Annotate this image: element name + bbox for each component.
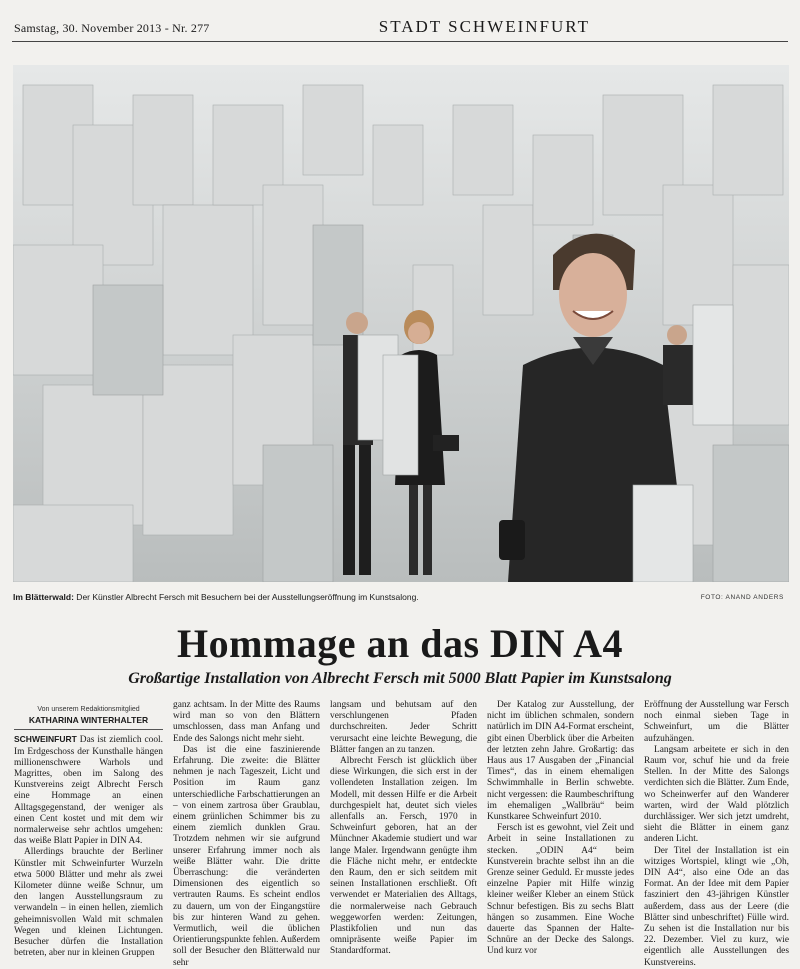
col5-para-2: Langsam arbeitete er sich in den Raum vor, schuf hie und da freie Stellen. In der Mitte des Salongs verdichten sich die Blätter. Zum Ende, wo Scheinwerfer auf den Wanderer warten, wird der Wald plötzlich durchlässiger. Wer sich jetzt umdreht, sieht die Blätter in einem ganz anderen Licht. xyxy=(644,744,789,845)
col1-para-1: Das ist ziemlich cool. Im Erdgeschoss der Kunsthalle hängen millionenschwere Warhols und Magrittes, oben im Salong des Kunstvereins zeigt Albrecht Fersch eine Hommage an einen Alltagsgegenstand, der weniger als einen Cent kostet und mit dem wir normalerweise sehr achtlos umgehen: das weiße Blatt Papier in DIN A4. xyxy=(14,735,163,847)
issue-date-line: Samstag, 30. November 2013 - Nr. 277 xyxy=(14,21,210,35)
article-photo xyxy=(13,65,789,582)
col4-para-1: Der Katalog zur Ausstellung, der nicht im üblichen schmalen, sondern natürlich im DIN A4-Format erscheint, gibt einen Überblick über die Arbeiten der letzten zehn Jahre. Großartig: das Haus aus 17 Ausgaben der „Financial Times“, das in einem ehemaligen Schwimmhalle in Berlin schwebte. nicht vergessen: die Raumbeschriftung im ehemaligen „Wallbräu“ beim Kunstkaree Schweinfurt 2010. xyxy=(487,700,634,823)
caption-text: Der Künstler Albrecht Fersch mit Besuchern bei der Ausstellungseröffnung im Kunstsalong. xyxy=(73,592,419,602)
column-5 xyxy=(644,700,789,969)
col2-para-2: Das ist die eine faszinierende Erfahrung. Die zweite: die Blätter nehmen je nach Tageszeit, Licht und Position im Raum ganz unterschiedliche Farbschattierungen an – von einem zartrosa über Graublau, einem grünlichen Schimmer bis zu einem ziemlich dunklen Grau. Trotzdem nehmen wir sie aufgrund unserer Erfahrung immer noch als weiße Blätter wahr. Die dritte Überraschung: die veränderten Dimensionen des eigentlich so vertrauten Raums. Es scheint endlos zu dauern, um von der Eingangstüre bis zur hinteren Wand zu gehen. Vermutlich, weil die üblichen Orientierungspunkte fehlen. Außerdem soll der Besucher den Blätterwald nur sehr xyxy=(173,744,320,968)
header-rule xyxy=(12,41,788,42)
col4-para-2: Fersch ist es gewohnt, viel Zeit und Arbeit in seine Installationen zu stecken. „ODIN A4“ beim Kunstverein brachte selbst ihn an die Grenze seiner Geduld. Er musste jedes einzelne Papier mit Hilfe winzig kleiner weißer Kleber an einem Stück Schnur befestigen. Bis zu sechs Blatt hängen so zusammen. Eine Woche dauerte das Spannen der Halte-Schnüre an der Decke des Salongs. Und kurz vor xyxy=(487,823,634,957)
col3-para-2: Albrecht Fersch ist glücklich über diese Wirkungen, die sich erst in der vollendeten Installation zeigen. Im Modell, mit dessen Hilfe er die Arbeit durchgespielt hat, deutet sich vieles allenfalls an. Fersch, 1970 in Schweinfurt geboren, hat an der Münchner Akademie studiert und war lange Maler. Irgendwann genügte ihm die Fläche nicht mehr, er entdeckte den Raum, den er sich seitdem mit seinen Installationen erschließt. Oft verwendet er Materialien des Alltags, die normalerweise nach Gebrauch weggeworfen werden: Zeitungen, Plastikfolien und nun das omnipräsente weiße Papier im Standardformat. xyxy=(330,756,477,957)
dateline: SCHWEINFURT xyxy=(14,734,77,745)
col2-para-1: ganz achtsam. In der Mitte des Raums wird man so von den Blättern umschlossen, dass man Anfang und Ende des Salongs nicht mehr sieht. xyxy=(173,700,320,744)
section-title: STADT SCHWEINFURT xyxy=(378,17,590,36)
byline-intro: Von unserem Redaktionsmitglied xyxy=(37,706,140,713)
col5-para-3: Der Titel der Installation ist ein witziges Wortspiel, klingt wie „Oh, DIN A4“, also eine Ode an das Format. An der Idee mit dem Papier fasziniert den 43-jährigen Künstler außerdem, dass aus der Leere (die Blätter sind unbeschriftet) Fülle wird. Zu sehen ist die Installation nur bis 22. Dezember. Viel zu kurz, wie eigentlich alle Ausstellungen des Kunstvereins. xyxy=(644,845,789,968)
column-4 xyxy=(487,700,634,958)
column-3 xyxy=(330,700,477,958)
headline: Hommage an das DIN A4 xyxy=(176,621,624,666)
byline-name: KATHARINA WINTERHALTER xyxy=(14,715,163,730)
photo-credit: FOTO: ANAND ANDERS xyxy=(700,594,784,601)
col3-para-1: langsam und behutsam auf den verschlungenen Pfaden durchschreiten. Jeder Schritt verursacht eine leichte Bewegung, die Blätter fangen an zu tanzen. xyxy=(330,700,477,755)
photo-caption xyxy=(13,592,419,602)
page-header xyxy=(0,0,800,40)
col1-para-2: Allerdings brauchte der Berliner Künstler mit Schweinfurter Wurzeln etwa 5000 Blätter und mehr als zwei Kilometer dünne weiße Schnur, um den langen Ausstellungsraum zu verwandeln – in einen hellen, ziemlich geheimnisvollen Wald mit schmalen Wegen und kleinen Lichtungen. Besucher dürfen die Installation betreten, aber nur in kleinen Gruppen xyxy=(14,847,163,959)
col5-para-1: Eröffnung der Ausstellung war Fersch noch einmal sieben Tage in Schweinfurt, um die Blätter aufzuhängen. xyxy=(644,700,789,744)
column-2 xyxy=(173,700,320,969)
subheadline: Großartige Installation von Albrecht Fersch mit 5000 Blatt Papier im Kunstsalong xyxy=(128,670,672,687)
column-1 xyxy=(14,700,163,959)
caption-lead: Im Blätterwald: xyxy=(13,592,74,602)
